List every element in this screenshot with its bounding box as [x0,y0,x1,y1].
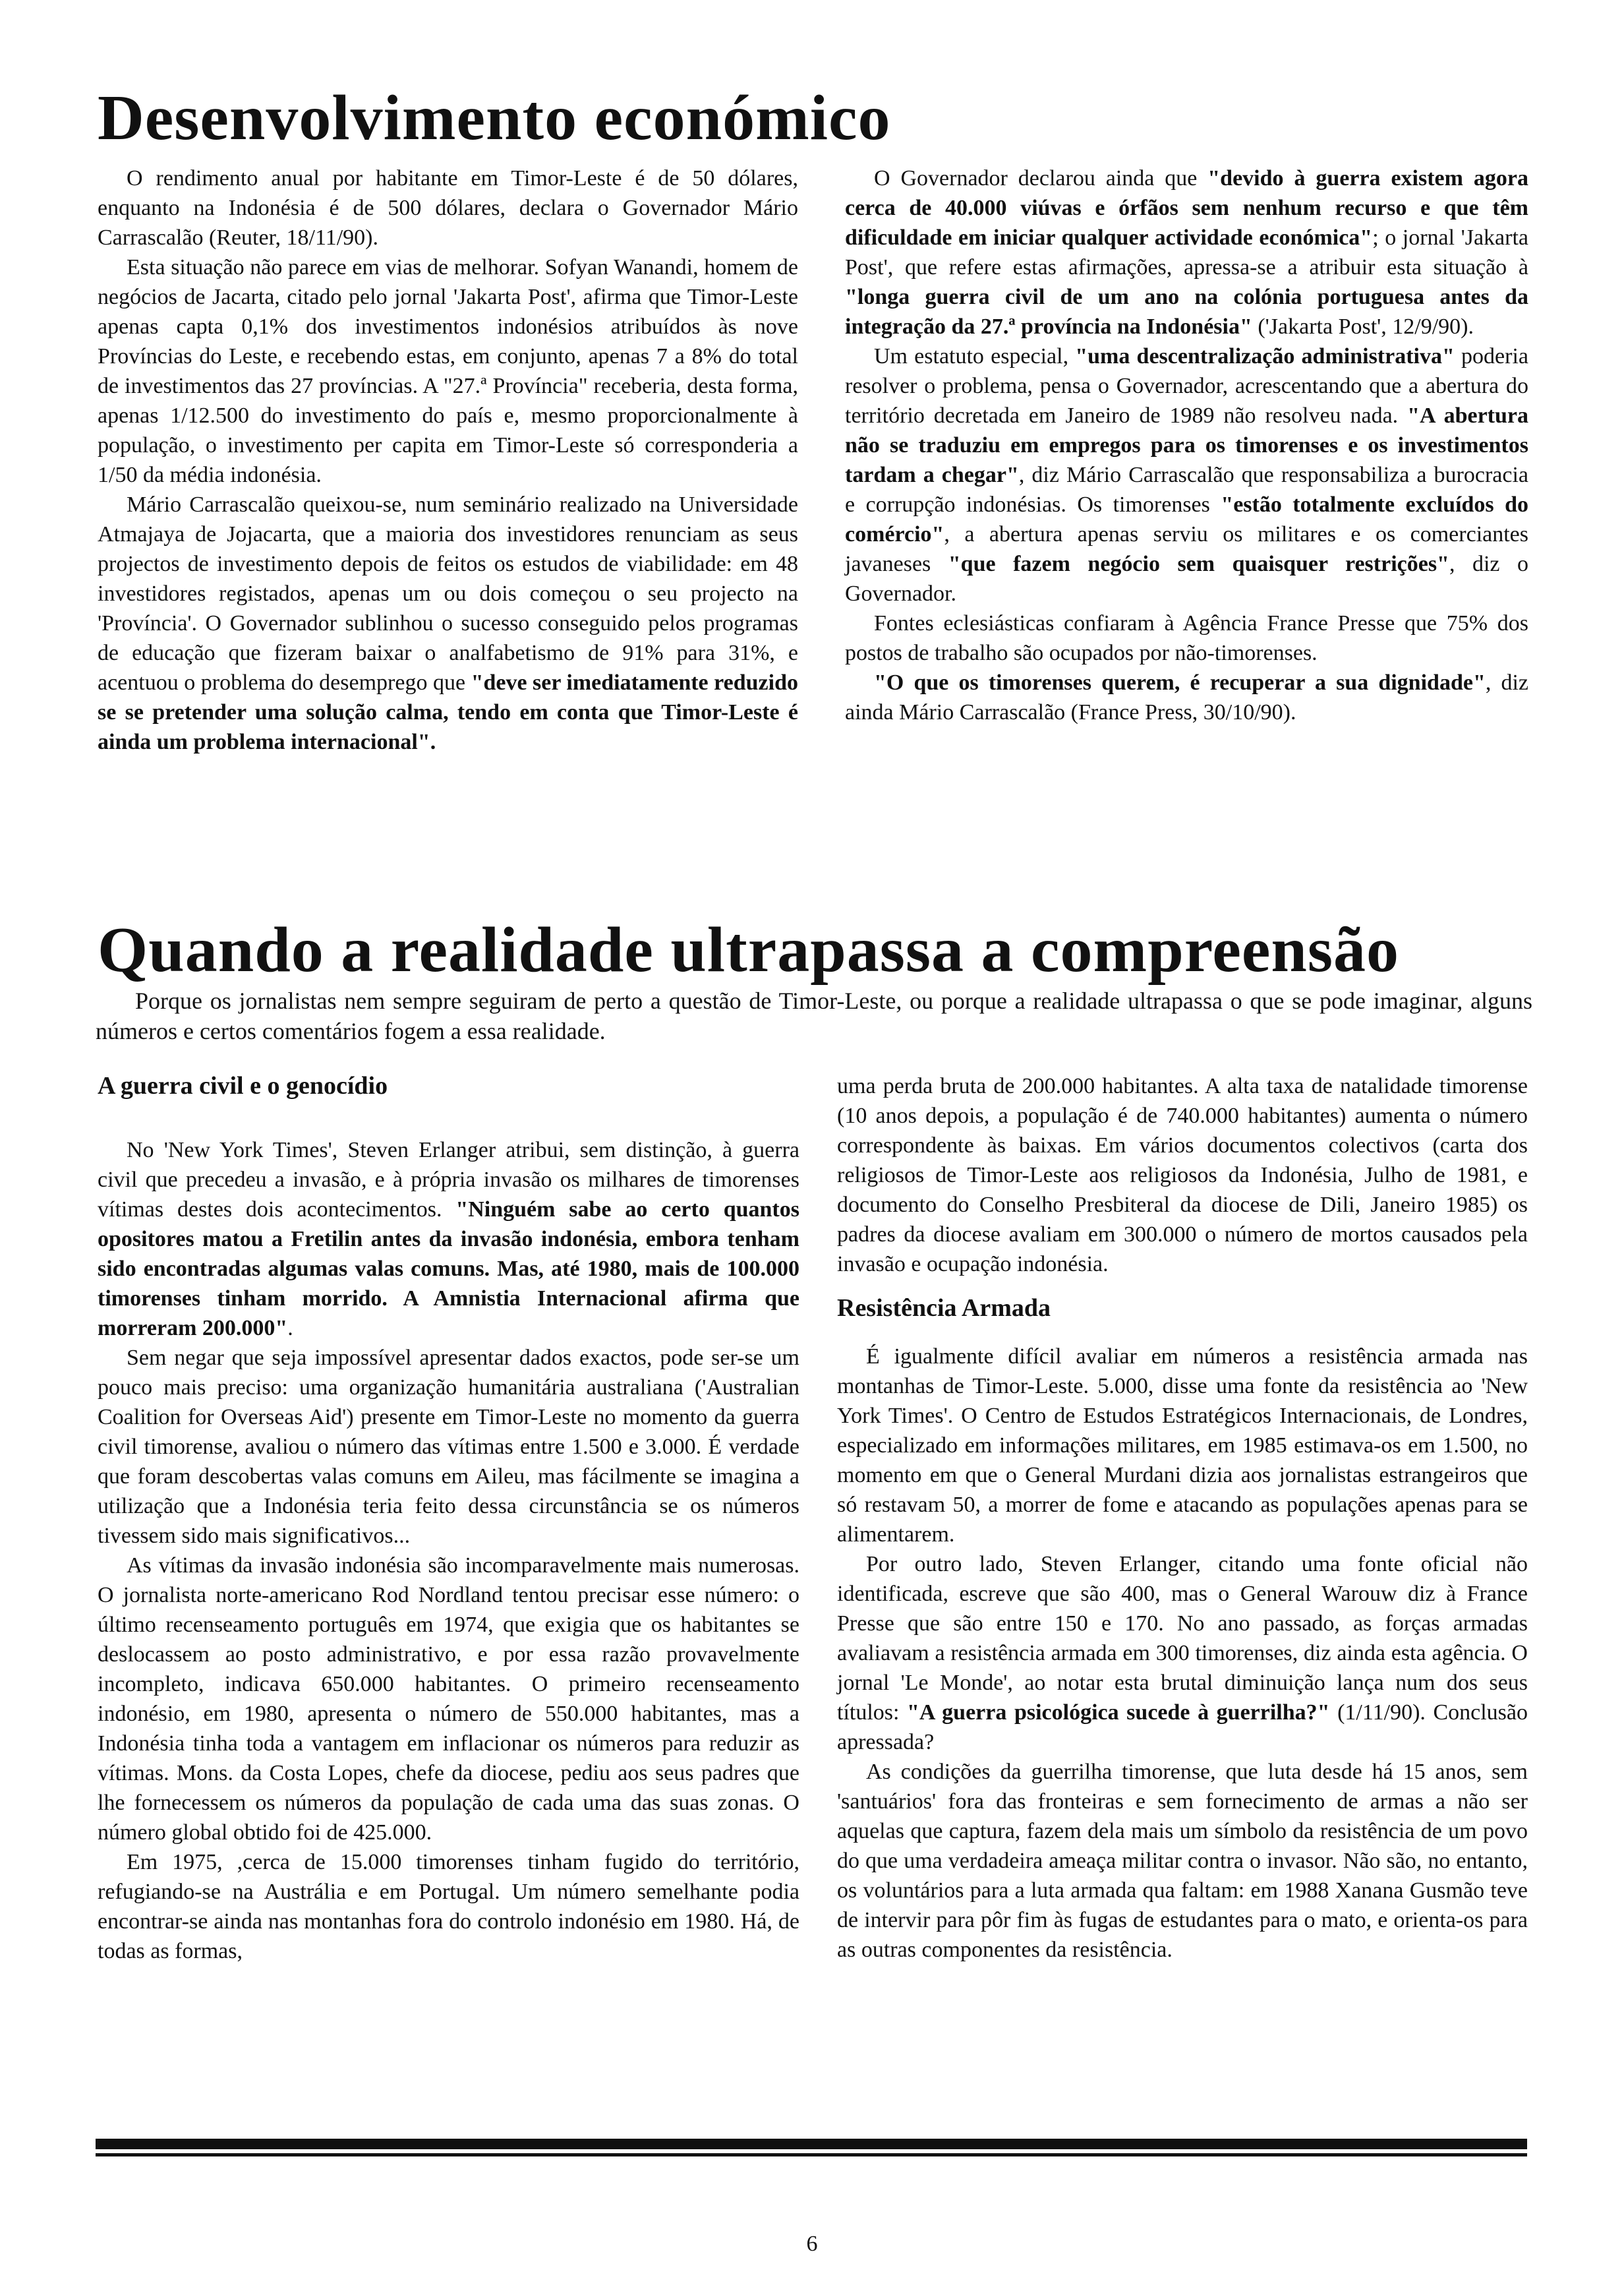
article2-right-column [837,1071,1528,1965]
paragraph [98,1135,799,1343]
quote: "deve ser imediatamente reduzido se se pretender uma solução calma, tendo em conta que Timor-Leste é ainda um problema internacional". [98,670,798,754]
paragraph: As condições da guerrilha timorense, que luta desde há 15 anos, sem 'santuários' fora das fronteiras e sem fornecimento de armas a não ser aquelas que captura, fazem dela mais um símbolo da resistência de um povo do que uma verdadeira ameaça militar contra o invasor. Não são, no entanto, os voluntários para a luta armada qua faltam: em 1988 Xanana Gusmão teve de intervir para pôr fim às fugas de estudantes para o mato, e orienta-os para as outras componentes da resistência. [837,1760,1528,1962]
paragraph [845,342,1528,609]
article1-left-column [98,164,798,757]
paragraph: Em 1975, ,cerca de 15.000 timorenses tinham fugido do território, refugiando-se na Austrália e em Portugal. Um número semelhante podia encontrar-se ainda nas montanhas fora do controlo indonésio em 1980. Há, de todas as formas, [98,1850,799,1963]
paragraph: As vítimas da invasão indonésia são incomparavelmente mais numerosas. O jornalista norte-americano Rod Nordland tentou precisar esse número: o último recenseamento português em 1974, que exigia que os habitantes se deslocassem ao posto administrativo, e por essa razão provavelmente incompleto, indicava 650.000 habitantes. O primeiro recenseamento indonésio, em 1980, apresenta o número de 550.000 habitantes, mas a Indonésia tinha toda a vantagem em inflacionar os números para reduzir as vítimas. Mons. da Costa Lopes, chefe da diocese, pediu aos seus padres que lhe fornecessem os números da população de cada uma das suas zonas. O número global obtido foi de 425.000. [98,1553,799,1845]
section-heading: Resistência Armada [837,1294,1051,1322]
text: ('Jakarta Post', 12/9/90). [1252,314,1474,339]
quote: "uma descentralização administrativa" [1075,344,1455,369]
article2-title: Quando a realidade ultrapassa a compreensão [98,914,1400,986]
quote: "devido à guerra existem agora cerca de 40.000 viúvas e órfãos sem nenhum recurso e que têm dificuldade em iniciar qualquer actividade económica" [845,166,1528,250]
paragraph [837,1549,1528,1757]
text: (1/11/90). Conclusão apressada? [837,1700,1528,1754]
paragraph: Fontes eclesiásticas confiaram à Agência France Presse que 75% dos postos de trabalho são ocupados por não-timorenses. [845,611,1528,665]
paragraph: Esta situação não parece em vias de melhorar. Sofyan Wanandi, homem de negócios de Jacarta, citado pelo jornal 'Jakarta Post', afirma que Timor-Leste apenas capta 0,1% dos investimentos indonésios atribuídos às nove Províncias do Leste, e recebendo estas, em conjunto, apenas 7 a 8% do total de investimentos das 27 províncias. A "27.ª Província" receberia, desta forma, apenas 1/12.500 do investimento do país e, mesmo proporcionalmente à população, o investimento per capita em Timor-Leste só corresponderia a 1/50 da média indonésia. [98,255,798,487]
footer-rule-thin [96,2153,1527,2156]
quote: "longa guerra civil de um ano na colónia portuguesa antes da integração da 27.ª província na Indonésia" [845,285,1528,339]
text: , a abertura apenas serviu os militares e os comerciantes javaneses [845,522,1528,576]
text: poderia resolver o problema, pensa o Governador, acrescentando que a abertura do território decretada em Janeiro de 1989 não resolveu nada. [845,344,1528,428]
quote: "Ninguém sabe ao certo quantos opositores matou a Fretilin antes da invasão indonésia, embora tenham sido encontradas algumas valas comuns. Mas, até 1980, mais de 100.000 timorenses tinham morrido. A Amnistia Internacional afirma que morreram 200.000" [98,1197,799,1340]
text: , diz Mário Carrascalão que responsabiliza a burocracia e corrupção indonésias. Os timorenses [845,463,1528,517]
article1-right-column [845,164,1528,727]
text: Mário Carrascalão queixou-se, num seminário realizado na Universidade Atmajaya de Jojacarta, que a maioria dos investidores renunciam as seus projectos de investimento depois de feitos os estudos de viabilidade: em 48 investidores registados, apenas um ou dois começou o seu projecto na 'Província'. O Governador sublinhou o sucesso conseguido pelos programas de educação que fizeram baixar o analfabetismo de 91% para 31%, e acentuou o problema do desemprego que [98,492,798,695]
paragraph: uma perda bruta de 200.000 habitantes. A alta taxa de natalidade timorense (10 anos depois, a população é de 740.000 habitantes) aumenta o número correspondente às baixas. Em vários documentos colectivos (carta dos religiosos de Timor-Leste aos religiosos da Indonésia, Julho de 1981, e documento do Conselho Presbiteral da diocese de Dili, Janeiro 1985) os padres da diocese avaliam em 300.000 o número de mortos causados pela invasão e ocupação indonésia. [837,1074,1528,1276]
quote: "A guerra psicológica sucede à guerrilha?" [907,1700,1330,1725]
text: , diz ainda Mário Carrascalão (France Press, 30/10/90). [845,670,1528,725]
paragraph [845,668,1528,727]
page-number: 6 [806,2232,818,2256]
quote: "O que os timorenses querem, é recuperar a sua dignidade" [874,670,1486,695]
paragraph: O rendimento anual por habitante em Timor-Leste é de 50 dólares, enquanto na Indonésia é de 500 dólares, declara o Governador Mário Carrascalão (Reuter, 18/11/90). [98,166,798,250]
text: , diz o Governador. [845,552,1528,606]
text: No 'New York Times', Steven Erlanger atribui, sem distinção, à guerra civil que precedeu a invasão, e à própria invasão os milhares de timorenses vítimas destes dois acontecimentos. [98,1138,799,1222]
paragraph: Sem negar que seja impossível apresentar dados exactos, pode ser-se um pouco mais preciso: uma organização humanitária australiana ('Australian Coalition for Overseas Aid') presente em Timor-Leste no momento da guerra civil timorense, avaliou o número das vítimas entre 1.500 e 3.000. É verdade que foram descobertas valas comuns em Aileu, mas fácilmente se imagina a utilização que a Indonésia teria feito dessa circunstância se os números tivessem sido mais significativos... [98,1346,799,1548]
quote: "estão totalmente excluídos do comércio" [845,492,1528,547]
paragraph [98,490,798,757]
article2-left-column [98,1071,799,1966]
paragraph: É igualmente difícil avaliar em números a resistência armada nas montanhas de Timor-Leste. 5.000, disse uma fonte da resistência ao 'New York Times'. O Centro de Estudos Estratégicos Internacionais, de Londres, especializado em informações militares, em 1985 estimava-os em 1.500, no momento em que o General Murdani dizia aos jornalistas estrangeiros que só restavam 50, a morrer de fome e atacando as populações apenas para se alimentarem. [837,1344,1528,1547]
article2-intro: Porque os jornalistas nem sempre seguiram de perto a questão de Timor-Leste, ou porque a realidade ultrapassa o que se pode imaginar, alguns números e certos comentários fogem a essa realidade. [96,988,1532,1044]
paragraph [845,164,1528,342]
text: O Governador declarou ainda que [874,166,1208,191]
text: Um estatuto especial, [874,344,1076,369]
footer-rule [96,2139,1527,2149]
text: Por outro lado, Steven Erlanger, citando uma fonte oficial não identificada, escreve que são 400, mas o General Warouw diz à France Presse que são entre 150 e 170. No ano passado, as forças armadas avaliavam a resistência armada em 300 timorenses, diz ainda esta agência. O jornal 'Le Monde', ao notar esta brutal diminuição lança num dos seus títulos: [837,1552,1528,1725]
section-heading: A guerra civil e o genocídio [98,1072,388,1100]
quote: "que fazem negócio sem quaisquer restrições" [948,552,1449,576]
text: . [287,1316,293,1340]
article1-title: Desenvolvimento económico [98,82,891,154]
text: ; o jornal 'Jakarta Post', que refere estas afirmações, apressa-se a atribuir esta situação à [845,225,1529,280]
quote: "A abertura não se traduziu em empregos para os timorenses e os investimentos tardam a chegar" [845,403,1528,487]
